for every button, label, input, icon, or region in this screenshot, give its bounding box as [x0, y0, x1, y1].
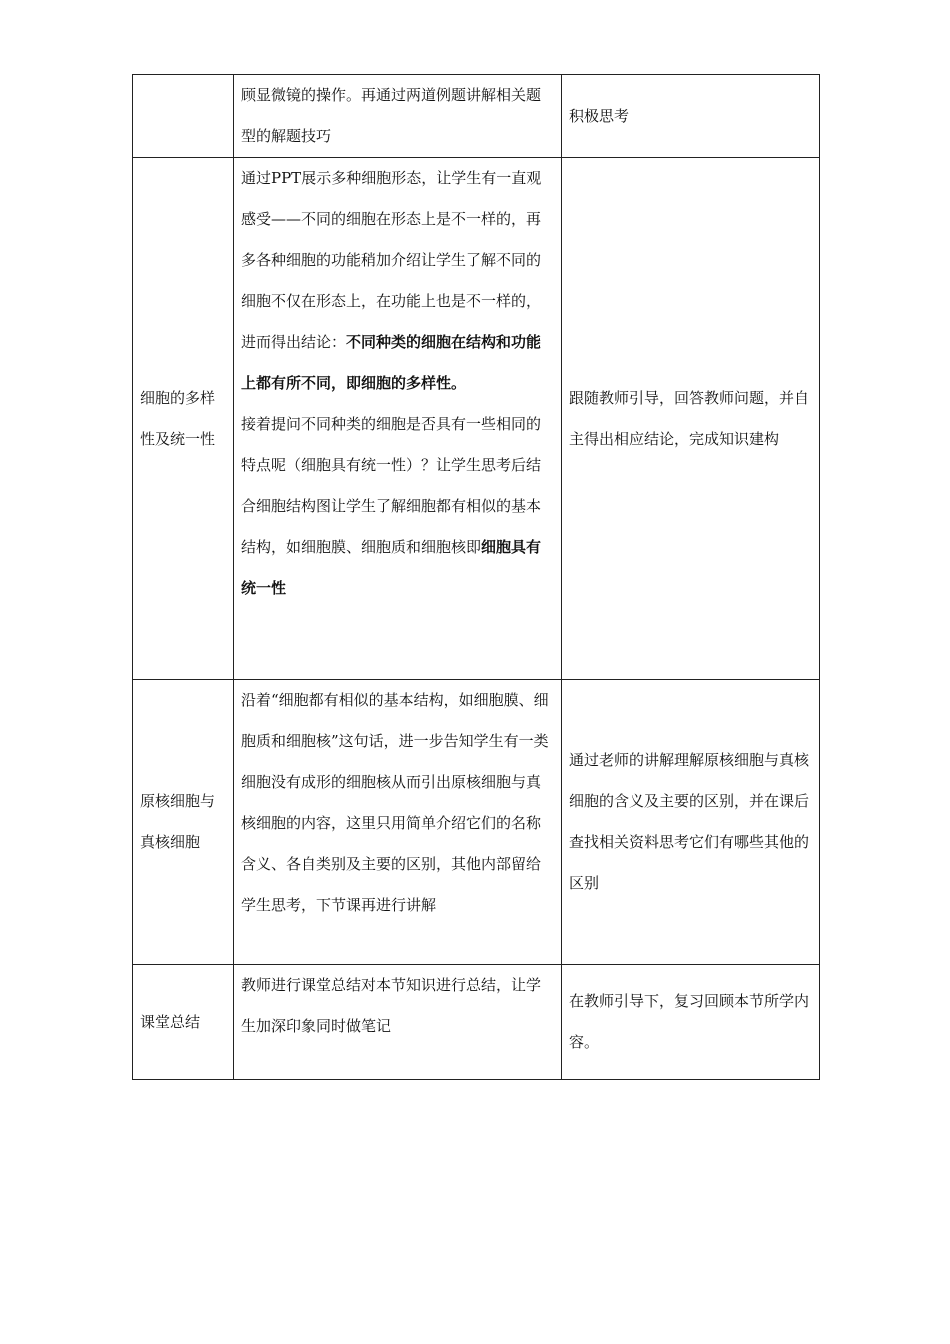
student-activity-cell: 通过老师的讲解理解原核细胞与真核细胞的含义及主要的区别，并在课后查找相关资料思考它们有哪些其他的区别	[562, 680, 820, 965]
teacher-activity-cell: 教师进行课堂总结对本节知识进行总结，让学生加深印象同时做笔记	[234, 965, 562, 1080]
conclusion-bold-text: 细胞具有统一性	[241, 538, 542, 597]
teacher-activity-cell	[234, 75, 562, 158]
table-row	[133, 158, 820, 680]
topic-cell: 原核细胞与真核细胞	[133, 680, 234, 965]
topic-cell: 细胞的多样性及统一性	[133, 158, 234, 680]
conclusion-bold-text: 不同种类的细胞在结构和功能上都有所不同，即细胞的多样性。	[241, 333, 542, 392]
teacher-text: 接着提问不同种类的细胞是否具有一些相同的特点呢（细胞具有统一性）？让学生思考后结合细胞结构图让学生了解细胞都有相似的基本结构，如细胞膜、细胞质和细胞核即	[241, 415, 542, 556]
teacher-paragraph	[241, 404, 554, 609]
table-row	[133, 680, 820, 965]
lesson-plan-table	[132, 74, 820, 1080]
student-activity-cell: 跟随教师引导，回答教师问题，并自主得出相应结论，完成知识建构	[562, 158, 820, 680]
student-activity-cell: 积极思考	[562, 75, 820, 158]
teacher-paragraph	[241, 158, 554, 404]
topic-cell: 课堂总结	[133, 965, 234, 1080]
teacher-activity-cell	[234, 158, 562, 680]
student-activity-cell: 在教师引导下，复习回顾本节所学内容。	[562, 965, 820, 1080]
teacher-text: 通过PPT展示多种细胞形态，让学生有一直观感受——不同的细胞在形态上是不一样的，再多各种细胞的功能稍加介绍让学生了解不同的细胞不仅在形态上，在功能上也是不一样的，进而得出结论：	[241, 169, 542, 351]
teacher-text: 顾显微镜的操作。再通过两道例题讲解相关题型的解题技巧	[241, 86, 542, 145]
teacher-activity-cell: 沿着“细胞都有相似的基本结构，如细胞膜、细胞质和细胞核”这句话，进一步告知学生有一类细胞没有成形的细胞核从而引出原核细胞与真核细胞的内容，这里只用简单介绍它们的名称含义、各自类别及主要的区别，其他内部留给学生思考，下节课再进行讲解	[234, 680, 562, 965]
topic-cell	[133, 75, 234, 158]
table-row	[133, 75, 820, 158]
table-row	[133, 965, 820, 1080]
